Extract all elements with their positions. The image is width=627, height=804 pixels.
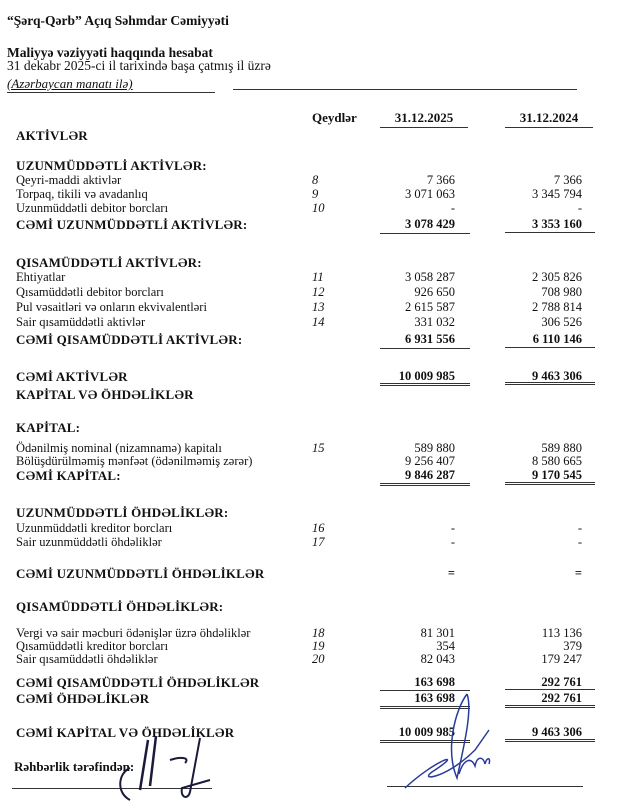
total-row: CƏMİ UZUNMÜDDƏTLİ AKTİVLƏR: 3 078 429 3 353 160	[16, 217, 582, 232]
column-header-notes: Qeydlər	[312, 110, 357, 125]
table-row: Qeyri-maddi aktivlər 8 7 366 7 366	[16, 173, 582, 187]
table-row: Sair qısamüddətli aktivlər 14 331 032 306 526	[16, 315, 582, 329]
note-ref: 19	[312, 639, 325, 653]
column-header-current-year: 31.12.2025	[380, 110, 468, 128]
report-title: Maliyyə vəziyyəti haqqında hesabat	[7, 45, 213, 60]
section-heading: UZUNMÜDDƏTLİ ÖHDƏLİKLƏR:	[16, 505, 229, 520]
table-row: Vergi və sair məcburi ödənişlər üzrə öhdəliklər 18 81 301 113 136	[16, 626, 582, 640]
total-row: CƏMİ KAPİTAL VƏ ÖHDƏLİKLƏR 10 009 985 9 463 306	[16, 725, 582, 740]
column-header-previous-year: 31.12.2024	[505, 110, 593, 128]
divider	[7, 92, 215, 93]
note-ref: 8	[312, 173, 319, 187]
note-ref: 10	[312, 201, 325, 215]
note-ref: 9	[312, 187, 319, 201]
table-row: Sair uzunmüddətli öhdəliklər 17 - -	[16, 535, 582, 549]
signed-by-label: Rəhbərlik tərəfindən:	[14, 759, 135, 774]
company-name: “Şərq-Qərb” Açıq Səhmdar Cəmiyyəti	[7, 13, 229, 28]
signature-icon	[110, 728, 220, 804]
total-underline	[380, 348, 470, 349]
table-row: Uzunmüddətli kreditor borcları 16 - -	[16, 521, 582, 535]
note-ref: 11	[312, 270, 324, 284]
section-heading: KAPİTAL VƏ ÖHDƏLİKLƏR	[16, 387, 194, 402]
note-ref: 15	[312, 441, 325, 455]
total-underline	[380, 233, 470, 234]
section-heading: AKTİVLƏR	[16, 128, 88, 143]
total-underline	[505, 347, 595, 348]
total-row: CƏMİ UZUNMÜDDƏTLİ ÖHDƏLİKLƏR = =	[16, 566, 582, 581]
total-row: CƏMİ AKTİVLƏR 10 009 985 9 463 306	[16, 369, 582, 384]
divider	[233, 89, 577, 90]
note-ref: 16	[312, 521, 325, 535]
total-double-underline	[380, 483, 470, 486]
table-row: Qısamüddətli kreditor borcları 19 354 379	[16, 639, 582, 653]
total-double-underline	[505, 739, 595, 742]
total-row: CƏMİ QISAMÜDDƏTLİ ÖHDƏLİKLƏR 163 698 292 761	[16, 675, 582, 690]
total-double-underline	[505, 482, 595, 485]
section-heading: KAPİTAL:	[16, 420, 81, 435]
table-row: Bölüşdürülməmiş mənfəət (ödənilməmiş zərər) 9 256 407 8 580 665	[16, 454, 582, 468]
note-ref: 17	[312, 535, 325, 549]
note-ref: 13	[312, 300, 325, 314]
total-double-underline	[505, 705, 595, 708]
total-double-underline	[505, 382, 595, 385]
section-heading: QISAMÜDDƏTLİ AKTİVLƏR:	[16, 255, 202, 270]
note-ref: 18	[312, 626, 325, 640]
total-underline	[505, 232, 595, 233]
total-row: CƏMİ QISAMÜDDƏTLİ AKTİVLƏR: 6 931 556 6 110 146	[16, 332, 582, 347]
note-ref: 20	[312, 652, 325, 666]
table-row: Torpaq, tikili və avadanlıq 9 3 071 063 3 345 794	[16, 187, 582, 201]
table-row: Uzunmüddətli debitor borcları 10 - -	[16, 201, 582, 215]
note-ref: 12	[312, 285, 325, 299]
table-row: Ehtiyatlar 11 3 058 287 2 305 826	[16, 270, 582, 284]
table-row: Qısamüddətli debitor borcları 12 926 650 708 980	[16, 285, 582, 299]
total-row: CƏMİ ÖHDƏLİKLƏR 163 698 292 761	[16, 691, 582, 706]
section-heading: QISAMÜDDƏTLİ ÖHDƏLİKLƏR:	[16, 599, 224, 614]
table-row: Pul vəsaitləri və onların ekvivalentləri 13 2 615 587 2 788 814	[16, 300, 582, 314]
total-double-underline	[380, 383, 470, 386]
note-ref: 14	[312, 315, 325, 329]
report-period: 31 dekabr 2025-ci il tarixində başa çatmış il üzrə	[7, 58, 271, 73]
currency-note: (Azərbaycan manatı ilə)	[7, 76, 133, 91]
total-row: CƏMİ KAPİTAL: 9 846 287 9 170 545	[16, 468, 582, 483]
table-row: Sair qısamüddətli öhdəliklər 20 82 043 179 247	[16, 652, 582, 666]
table-row: Ödənilmiş nominal (nizamnamə) kapitalı 15 589 880 589 880	[16, 441, 582, 455]
section-heading: UZUNMÜDDƏTLİ AKTİVLƏR:	[16, 158, 207, 173]
signature-icon	[385, 690, 495, 790]
total-underline	[505, 689, 595, 690]
